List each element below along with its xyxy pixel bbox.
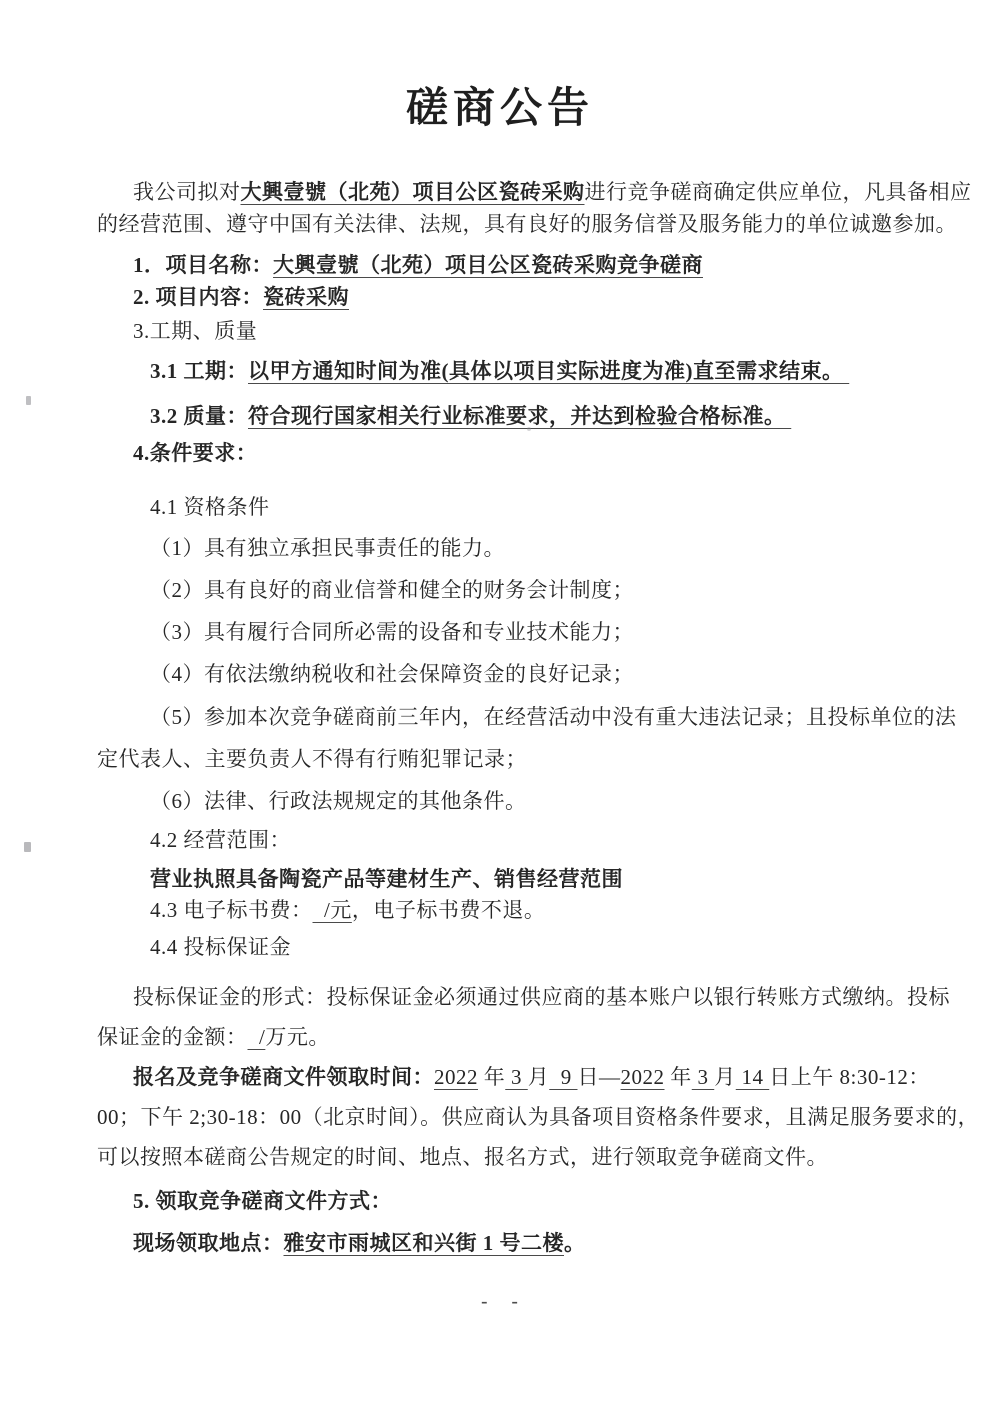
text-line	[97, 744, 930, 774]
text-segment: /元	[312, 898, 352, 923]
text-segment: 现场领取地点：	[133, 1231, 284, 1256]
text-line	[133, 1228, 930, 1258]
text-line	[133, 982, 950, 1012]
text-segment: 日—	[577, 1065, 621, 1090]
text-line	[97, 1102, 980, 1132]
text-segment: 可以按照本磋商公告规定的时间、地点、报名方式，进行领取竞争磋商文件。	[97, 1145, 828, 1170]
text-line	[97, 1142, 930, 1172]
text-line	[133, 177, 972, 207]
text-segment: 9	[549, 1065, 578, 1090]
page-title: 磋商公告	[405, 86, 594, 132]
text-line	[97, 209, 957, 239]
text-line	[133, 250, 930, 280]
text-segment: （1）具有独立承担民事责任的能力。	[150, 536, 505, 561]
text-line	[133, 316, 930, 346]
text-line	[150, 825, 930, 855]
text-segment: 投标保证金的形式：投标保证金必须通过供应商的基本账户以银行转账方式缴纳。投标	[133, 985, 950, 1010]
text-segment: 进行竞争磋商确定供应单位，凡具备相应	[584, 180, 972, 205]
text-segment: ，电子标书费不退。	[351, 898, 546, 923]
text-segment: 以甲方通知时间为准(具体以项目实际进度为准)直至需求结束。	[248, 359, 850, 384]
document-body	[0, 177, 1000, 1258]
text-segment: （5）参加本次竞争磋商前三年内，在经营活动中没有重大违法记录；且投标单位的法	[150, 705, 957, 730]
text-segment: 营业执照具备陶瓷产品等建材生产、销售经营范围	[150, 867, 623, 892]
text-segment: 的经营范围、遵守中国有关法律、法规，具有良好的服务信誉及服务能力的单位诚邀参加。	[97, 212, 957, 237]
text-line	[133, 438, 930, 468]
text-segment: 大興壹號（北苑）项目公区瓷砖采购竞争磋商	[273, 253, 703, 278]
text-segment: 。	[564, 1231, 586, 1256]
text-line	[150, 702, 957, 732]
text-segment: 2022	[620, 1065, 665, 1090]
text-segment: 14	[735, 1065, 770, 1090]
text-line	[150, 401, 930, 431]
text-segment: /	[247, 1025, 266, 1050]
text-segment: 月	[714, 1065, 736, 1090]
text-line	[150, 356, 930, 386]
text-segment: 年	[478, 1065, 506, 1090]
text-line	[150, 492, 930, 522]
text-segment: （2）具有良好的商业信誉和健全的财务会计制度；	[150, 578, 634, 603]
text-segment: 2. 项目内容：	[133, 285, 263, 310]
text-line	[133, 1062, 930, 1092]
page-footer: - -	[481, 1291, 519, 1312]
text-segment: 5. 领取竞争磋商文件方式：	[133, 1189, 392, 1214]
text-segment: 雅安市雨城区和兴街 1 号二楼	[283, 1231, 564, 1256]
text-line	[97, 1022, 930, 1052]
text-line	[150, 895, 930, 925]
text-line	[150, 533, 930, 563]
text-segment: 年	[664, 1065, 692, 1090]
text-segment: （3）具有履行合同所必需的设备和专业技术能力；	[150, 620, 634, 645]
scan-artifact	[26, 396, 31, 405]
text-segment: 4.1 资格条件	[150, 495, 270, 520]
text-segment: 4.3 电子标书费：	[150, 898, 313, 923]
text-segment: 1．项目名称：	[133, 253, 273, 278]
text-segment: 保证金的金额：	[97, 1025, 248, 1050]
text-segment: 3.工期、质量	[133, 319, 258, 344]
text-segment: 3.1 工期：	[150, 359, 248, 384]
scan-artifact	[527, 427, 531, 431]
text-segment: 日上午 8:30-12：	[769, 1065, 930, 1090]
text-segment: 3.2 质量：	[150, 404, 248, 429]
text-segment: 瓷砖采购	[263, 285, 349, 310]
text-segment: 4.4 投标保证金	[150, 935, 291, 960]
text-line	[150, 864, 930, 894]
text-segment: （4）有依法缴纳税收和社会保障资金的良好记录；	[150, 662, 634, 687]
text-line	[150, 786, 930, 816]
text-segment: 我公司拟对	[133, 180, 241, 205]
text-segment: 大興壹號（北苑）项目公区瓷砖采购	[240, 180, 585, 205]
text-segment: 4.2 经营范围：	[150, 828, 291, 853]
text-line	[150, 617, 930, 647]
text-segment: 月	[527, 1065, 550, 1090]
text-line	[150, 659, 930, 689]
text-line	[150, 575, 930, 605]
text-segment: 3	[505, 1065, 528, 1090]
text-segment: 符合现行国家相关行业标准要求，并达到检验合格标准。	[248, 404, 792, 429]
text-segment: 定代表人、主要负责人不得有行贿犯罪记录；	[97, 747, 527, 772]
text-line	[133, 1186, 930, 1216]
text-segment: 万元。	[265, 1025, 330, 1050]
text-line	[150, 932, 930, 962]
scan-artifact	[24, 842, 31, 852]
text-segment: （6）法律、行政法规规定的其他条件。	[150, 789, 527, 814]
text-segment: 3	[691, 1065, 715, 1090]
text-segment: 报名及竞争磋商文件领取时间：	[133, 1065, 434, 1090]
text-segment: 4.条件要求：	[133, 441, 258, 466]
text-segment: 2022	[434, 1065, 478, 1090]
text-line	[133, 282, 930, 312]
text-segment: 00；下午 2;30-18：00（北京时间）。供应商认为具备项目资格条件要求，且满足服务要求的，	[97, 1105, 980, 1130]
